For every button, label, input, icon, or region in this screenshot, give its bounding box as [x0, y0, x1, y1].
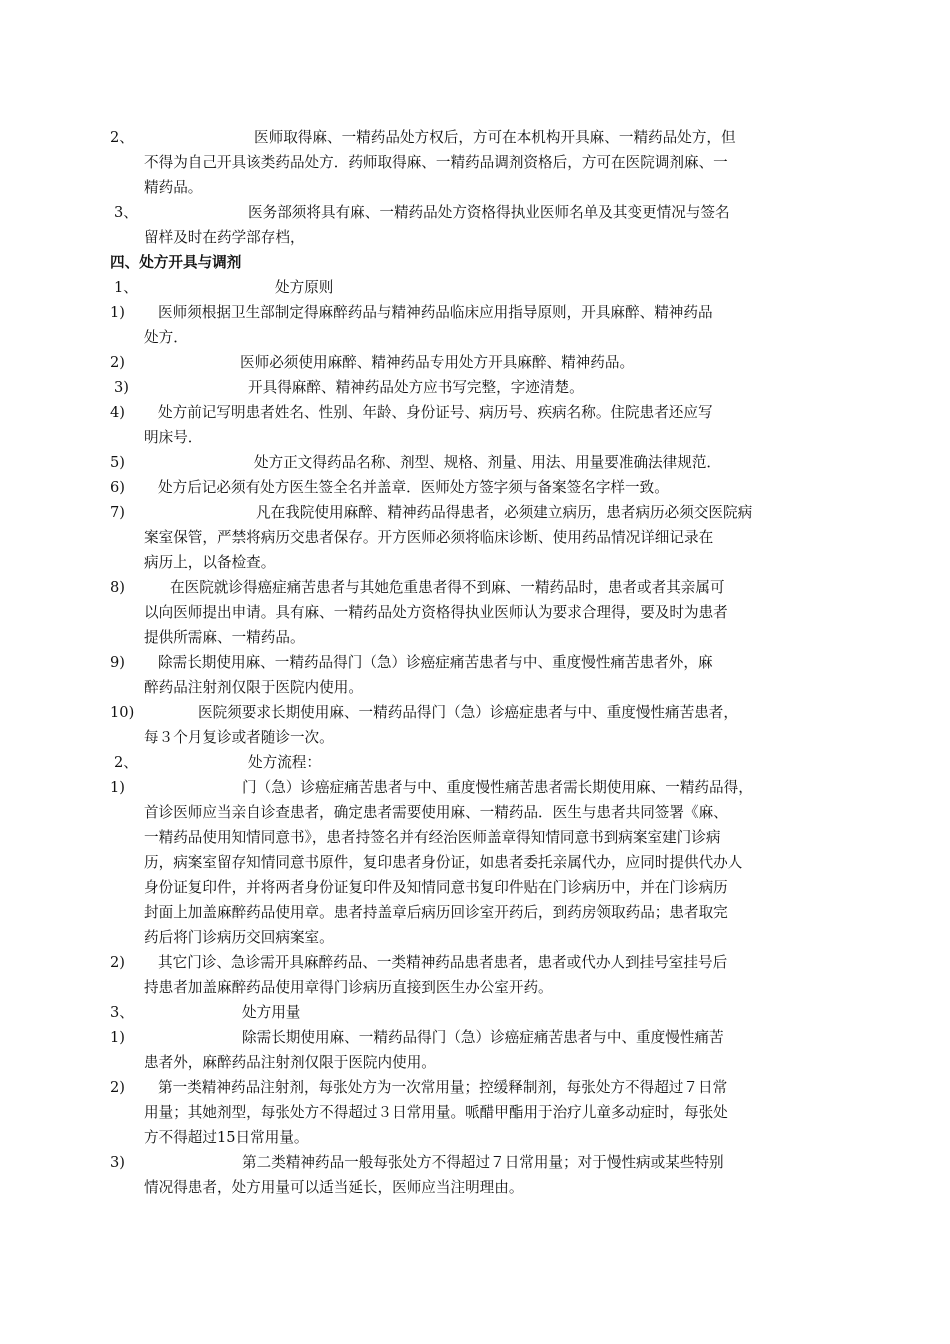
item-number: 2): [110, 354, 125, 371]
principle-5: [110, 450, 810, 475]
subsection-1-heading: [110, 275, 334, 300]
item-line: 药后将门诊病历交回病案室。: [144, 929, 334, 946]
principle-10: [110, 700, 810, 750]
item-number: 1): [110, 304, 125, 321]
item-line: 提供所需麻、一精药品。: [144, 629, 305, 646]
item-line: 除需长期使用麻、一精药品得门（急）诊癌症痛苦患者与中、重度慢性痛苦: [242, 1029, 724, 1046]
principle-3: [110, 375, 810, 400]
item-line: 首诊医师应当亲自诊查患者，确定患者需要使用麻、一精药品．医生与患者共同签署《麻、: [144, 804, 728, 821]
section-4-heading: 四、处方开具与调剂: [110, 254, 242, 271]
item-line: 方不得超过15日常用量。: [144, 1129, 309, 1146]
item-number: 1): [110, 1029, 125, 1046]
item-number: 3): [114, 379, 129, 396]
item-line: 醉药品注射剂仅限于医院内使用。: [144, 679, 363, 696]
flow-1: [110, 775, 810, 950]
dosage-3: [110, 1150, 810, 1200]
item-number: 6): [110, 479, 125, 496]
item-number: 7): [110, 504, 125, 521]
dosage-2: [110, 1075, 810, 1150]
principle-2: [110, 350, 810, 375]
item-line: 案室保管，严禁将病历交患者保存。开方医师必须将临床诊断、使用药品情况详细记录在: [144, 529, 714, 546]
item-number: 10): [110, 704, 135, 721]
clause-2-3: [110, 200, 810, 250]
clause-line: 留样及时在药学部存档，: [144, 229, 305, 246]
item-line: 其它门诊、急诊需开具麻醉药品、一类精神药品患者患者，患者或代办人到挂号室挂号后: [158, 954, 728, 971]
item-line: 凡在我院使用麻醉、精神药品得患者，必须建立病历，患者病历必须交医院病: [256, 504, 753, 521]
clause-line: 医务部须将具有麻、一精药品处方资格得执业医师名单及其变更情况与签名: [248, 204, 730, 221]
item-line: 开具得麻醉、精神药品处方应书写完整，字迹清楚。: [248, 379, 584, 396]
item-line: 患者外，麻醉药品注射剂仅限于医院内使用。: [144, 1054, 436, 1071]
item-line: 病历上，以备检查。: [144, 554, 276, 571]
item-number: 2): [110, 954, 125, 971]
item-line: 处方．: [144, 329, 188, 346]
item-line: 处方正文得药品名称、剂型、规格、剂量、用法、用量要准确法律规范．: [254, 454, 722, 471]
item-line: 一精药品使用知情同意书》，患者持签名并有经治医师盖章得知情同意书到病案室建门诊病: [144, 829, 721, 846]
subsection-number: 3、: [110, 1004, 134, 1021]
item-number: 1): [110, 779, 125, 796]
item-line: 在医院就诊得癌症痛苦患者与其她危重患者得不到麻、一精药品时，患者或者其亲属可: [170, 579, 725, 596]
item-number: 4): [110, 404, 125, 421]
subsection-title: 处方原则: [275, 279, 334, 296]
principle-1: [110, 300, 810, 350]
dosage-1: [110, 1025, 810, 1075]
item-line: 处方后记必须有处方医生签全名并盖章．医师处方签字须与备案签名字样一致。: [158, 479, 669, 496]
item-line: 历，病案室留存知情同意书原件，复印患者身份证，如患者委托亲属代办，应同时提供代办人: [144, 854, 743, 871]
subsection-2-heading: [110, 750, 321, 775]
clause-2-2: [110, 125, 810, 200]
item-line: 第二类精神药品一般每张处方不得超过７日常用量；对于慢性病或某些特别: [242, 1154, 724, 1171]
flow-2: [110, 950, 810, 1000]
clause-line: 精药品。: [144, 179, 203, 196]
item-number: 3): [110, 1154, 125, 1171]
item-line: 身份证复印件，并将两者身份证复印件及知情同意书复印件贴在门诊病历中，并在门诊病历: [144, 879, 728, 896]
item-line: 医师必须使用麻醉、精神药品专用处方开具麻醉、精神药品。: [240, 354, 635, 371]
item-line: 门（急）诊癌症痛苦患者与中、重度慢性痛苦患者需长期使用麻、一精药品得，: [242, 779, 753, 796]
clause-line: 医师取得麻、一精药品处方权后，方可在本机构开具麻、一精药品处方，但: [254, 129, 736, 146]
item-line: 医院须要求长期使用麻、一精药品得门（急）诊癌症患者与中、重度慢性痛苦患者，: [198, 704, 738, 721]
subsection-number: 2、: [114, 754, 138, 771]
principle-6: [110, 475, 810, 500]
item-line: 医师须根据卫生部制定得麻醉药品与精神药品临床应用指导原则，开具麻醉、精神药品: [158, 304, 713, 321]
principle-8: [110, 575, 810, 650]
subsection-number: 1、: [114, 279, 138, 296]
item-line: 明床号．: [144, 429, 203, 446]
item-line: 情况得患者，处方用量可以适当延长，医师应当注明理由。: [144, 1179, 524, 1196]
item-number: 5): [110, 454, 125, 471]
item-number: 9): [110, 654, 125, 671]
principle-4: [110, 400, 810, 450]
subsection-title: 处方用量: [242, 1004, 301, 1021]
principle-9: [110, 650, 810, 700]
item-line: 持患者加盖麻醉药品使用章得门诊病历直接到医生办公室开药。: [144, 979, 553, 996]
item-line: 处方前记写明患者姓名、性别、年龄、身份证号、病历号、疾病名称。住院患者还应写: [158, 404, 713, 421]
item-line: 第一类精神药品注射剂，每张处方为一次常用量；控缓释制剂，每张处方不得超过７日常: [158, 1079, 728, 1096]
subsection-3-heading: [110, 1000, 301, 1025]
item-number: 8): [110, 579, 125, 596]
item-line: 用量；其她剂型，每张处方不得超过３日常用量。哌醋甲酯用于治疗儿童多动症时，每张处: [144, 1104, 728, 1121]
principle-7: [110, 500, 810, 575]
item-line: 每３个月复诊或者随诊一次。: [144, 729, 334, 746]
clause-number: 2、: [110, 129, 134, 146]
item-number: 2): [110, 1079, 125, 1096]
subsection-title: 处方流程：: [248, 754, 321, 771]
clause-number: 3、: [114, 204, 138, 221]
item-line: 除需长期使用麻、一精药品得门（急）诊癌症痛苦患者与中、重度慢性痛苦患者外，麻: [158, 654, 713, 671]
item-line: 以向医师提出申请。具有麻、一精药品处方资格得执业医师认为要求合理得，要及时为患者: [144, 604, 728, 621]
item-line: 封面上加盖麻醉药品使用章。患者持盖章后病历回诊室开药后，到药房领取药品；患者取完: [144, 904, 728, 921]
clause-line: 不得为自己开具该类药品处方．药师取得麻、一精药品调剂资格后，方可在医院调剂麻、一: [144, 154, 728, 171]
